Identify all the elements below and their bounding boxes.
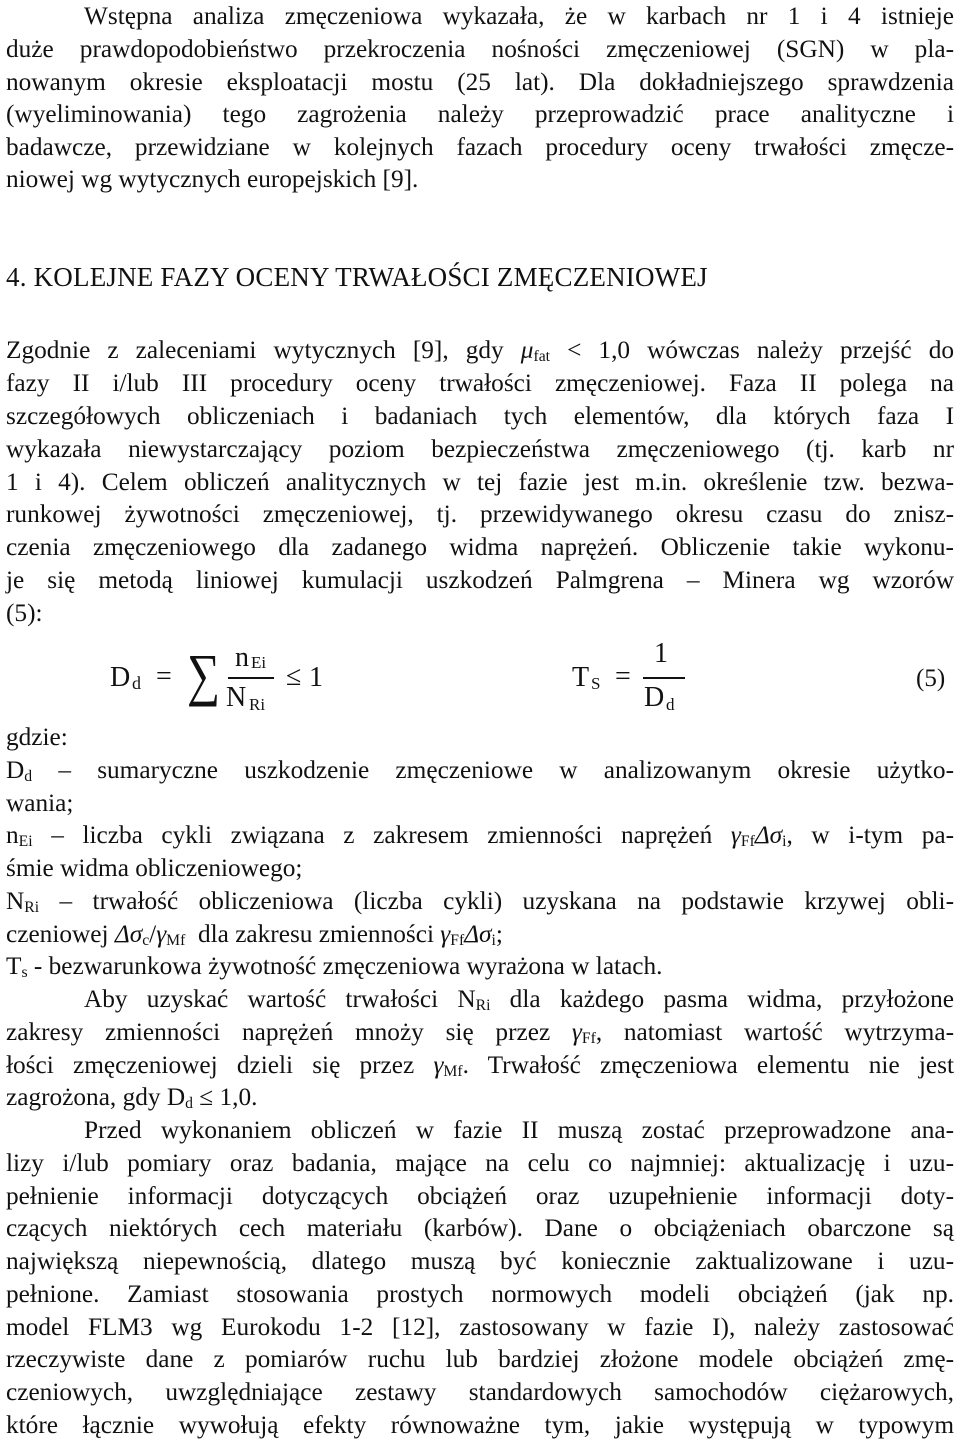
delta-sigma-symbol: Δσ — [754, 821, 783, 849]
text-line — [6, 1020, 954, 1047]
subscript: Mf — [166, 931, 186, 949]
text-line: Wstępna analiza zmęczeniowa wykazała, że w karbach nr 1 i 4 istnieje — [84, 2, 954, 30]
formula-sub-Ri: Ri — [249, 695, 266, 714]
text-run: Zgodnie z zaleceniami wytycznych [9], gdy — [6, 336, 521, 364]
text-line: (wyeliminowania) tego zagrożenia należy przeprowadzić prace analityczne i — [6, 100, 954, 128]
gamma-symbol: γ — [433, 1051, 444, 1079]
formula-equals-2: = — [615, 661, 631, 692]
text-line: wania; — [6, 789, 74, 817]
subscript: s — [21, 963, 28, 981]
text-run: – liczba cykli związana z zakresem zmienności naprężeń — [32, 821, 731, 849]
text-line: badawcze, przewidziane w kolejnych fazach procedury oceny trwałości zmęcze- — [6, 133, 954, 161]
formula-N: N — [226, 682, 247, 713]
gamma-symbol: γ — [571, 1018, 582, 1046]
subscript: c — [142, 931, 150, 949]
text-run: . Trwałość zmęczeniowa elementu nie jest — [462, 1051, 954, 1079]
text-run: , natomiast wartość wytrzyma- — [595, 1018, 954, 1046]
text-line — [6, 1085, 257, 1112]
formula-sub-d2: d — [666, 695, 675, 714]
text-line: model FLM3 wg Eurokodu 1-2 [12], zastosowany w fazie I), należy zastosować — [6, 1313, 954, 1341]
gamma-symbol: γ — [440, 920, 451, 948]
definition-Dd — [6, 758, 954, 785]
text-run: – sumaryczne uszkodzenie zmęczeniowe w analizowanym okresie użytko- — [32, 756, 954, 784]
text-run: łości zmęczeniowej dzieli się przez — [6, 1051, 434, 1079]
subscript: i — [782, 832, 787, 850]
text-run: czeniowej — [6, 920, 115, 948]
subscript: i — [491, 931, 496, 949]
text-run: Aby uzyskać wartość trwałości N — [84, 985, 476, 1013]
formula-T: T — [572, 662, 590, 693]
gamma-symbol: γ — [156, 920, 167, 948]
text-line: śmie widma obliczeniowego; — [6, 854, 303, 882]
text-run: zakresy zmienności naprężeń mnoży się przez — [6, 1018, 572, 1046]
subscript: Mf — [443, 1062, 463, 1080]
symbol: n — [6, 821, 19, 849]
less-equal-symbol: ≤ — [286, 661, 302, 692]
definition-NRi — [6, 889, 954, 916]
text-line — [84, 987, 954, 1014]
section-heading: 4. KOLEJNE FAZY OCENY TRWAŁOŚCI ZMĘCZENIOWEJ — [6, 262, 708, 292]
equation-number: (5) — [916, 665, 946, 692]
text-line — [6, 338, 954, 365]
subscript: Ff — [581, 1029, 596, 1047]
definition-Ts — [6, 954, 663, 981]
text-run: – trwałość obliczeniowa (liczba cykli) uzyskana na podstawie krzywej obli- — [39, 887, 954, 915]
gamma-symbol: γ — [730, 821, 741, 849]
text-line: pełnienie informacji dotyczących obciążeń oraz uzupełnienie informacji doty- — [6, 1182, 954, 1210]
text-line: niowej wg wytycznych europejskich [9]. — [6, 165, 419, 193]
text-line: wykazała niewystarczający poziom bezpieczeństwa zmęczeniowego (tj. karb nr — [6, 435, 954, 463]
subscript: Ri — [475, 996, 491, 1014]
formula-sub-Ei: Ei — [251, 653, 267, 672]
text-run: dla każdego pasma widma, przyłożone — [490, 985, 954, 1013]
text-run: , w i-tym pa- — [786, 821, 954, 849]
formula-D2: D — [644, 682, 665, 713]
formula-equals: = — [156, 661, 172, 692]
formula-numerator-1: 1 — [654, 638, 668, 669]
text-run: ; — [495, 920, 503, 948]
text-line: je się metodą liniowej kumulacji uszkodzeń Palmgrena – Minera wg wzorów — [6, 566, 954, 594]
subscript: Ff — [450, 931, 465, 949]
text-line: największą niepewnością, dlatego muszą być koniecznie zaktualizowane i uzu- — [6, 1247, 954, 1275]
subscript: Ff — [740, 832, 755, 850]
subscript: d — [185, 1094, 193, 1112]
text-line: Przed wykonaniem obliczeń w fazie II muszą zostać przeprowadzone ana- — [84, 1116, 954, 1144]
text-line: (5): — [6, 599, 43, 627]
text-line: 1 i 4). Celem obliczeń analitycznych w tej fazie jest m.in. określenie tzw. bezwa- — [6, 468, 954, 496]
formula-D: D — [110, 662, 131, 693]
text-line: czenia zmęczeniowego dla zadanego widma naprężeń. Obliczenie takie wykonu- — [6, 533, 954, 561]
text-run: dla zakresu zmienności — [185, 920, 441, 948]
subscript: Ei — [18, 832, 33, 850]
where-label: gdzie: — [6, 723, 68, 751]
text-line: rzeczywiste dane z pomiarów ruchu lub bardziej złożone modele obciążeń zmę- — [6, 1345, 954, 1373]
subscript: Ri — [24, 898, 40, 916]
text-line: które łącznie wywołują efekty równoważne tym, jakie występują w typowym — [6, 1411, 954, 1439]
text-line — [6, 922, 503, 949]
symbol: D — [6, 756, 25, 784]
fraction-bar-2 — [643, 677, 685, 679]
delta-sigma-symbol: Δσ — [114, 920, 143, 948]
text-line: lizy i/lub pomiary oraz badania, mające na celu co najmniej: aktualizację i uzu- — [6, 1149, 954, 1177]
symbol: N — [6, 887, 25, 915]
delta-sigma-symbol: Δσ — [464, 920, 492, 948]
symbol: T — [6, 952, 22, 980]
text-line: duże prawdopodobieństwo przekroczenia nośności zmęczeniowej (SGN) w pla- — [6, 35, 954, 63]
text-run: < 1,0 wówczas należy przejść do — [550, 336, 954, 364]
fraction-bar — [228, 677, 274, 679]
formula-n: n — [235, 642, 249, 673]
text-line: czeniowych, uwzględniające zestawy standardowych samochodów ciężarowych, — [6, 1378, 954, 1406]
text-run: / — [149, 920, 157, 948]
text-line: pełnione. Zamiast stosowania prostych normowych modeli obciążeń (jak np. — [6, 1280, 954, 1308]
text-line: czących niektórych cech materiału (karbów). Dane o obciążeniach obarczone są — [6, 1214, 954, 1242]
subscript: d — [24, 767, 33, 785]
sum-symbol: ∑ — [187, 642, 221, 707]
text-line: nowanym okresie eksploatacji mostu (25 lat). Dla dokładniejszego sprawdzenia — [6, 68, 954, 96]
text-line: runkowej żywotności zmęczeniowej, tj. przewidywanego okresu czasu do znisz- — [6, 500, 954, 528]
formula-sub-d: d — [132, 673, 141, 693]
formula-one: 1 — [309, 662, 323, 693]
text-run: - bezwarunkowa żywotność zmęczeniowa wyrażona w latach. — [27, 952, 663, 980]
definition-nEi — [6, 823, 954, 850]
text-run: ≤ 1,0. — [192, 1083, 258, 1111]
formula-5 — [6, 640, 954, 720]
text-line: fazy II i/lub III procedury oceny trwałości zmęczeniowej. Faza II polega na — [6, 369, 954, 397]
subscript: fat — [533, 347, 550, 365]
text-line — [6, 1053, 954, 1080]
text-run: zagrożona, gdy D — [6, 1083, 186, 1111]
mu-symbol: μ — [520, 336, 534, 364]
formula-sub-S: S — [591, 674, 601, 693]
text-line: szczegółowych obliczeniach i badaniach tych elementów, dla których faza I — [6, 402, 954, 430]
